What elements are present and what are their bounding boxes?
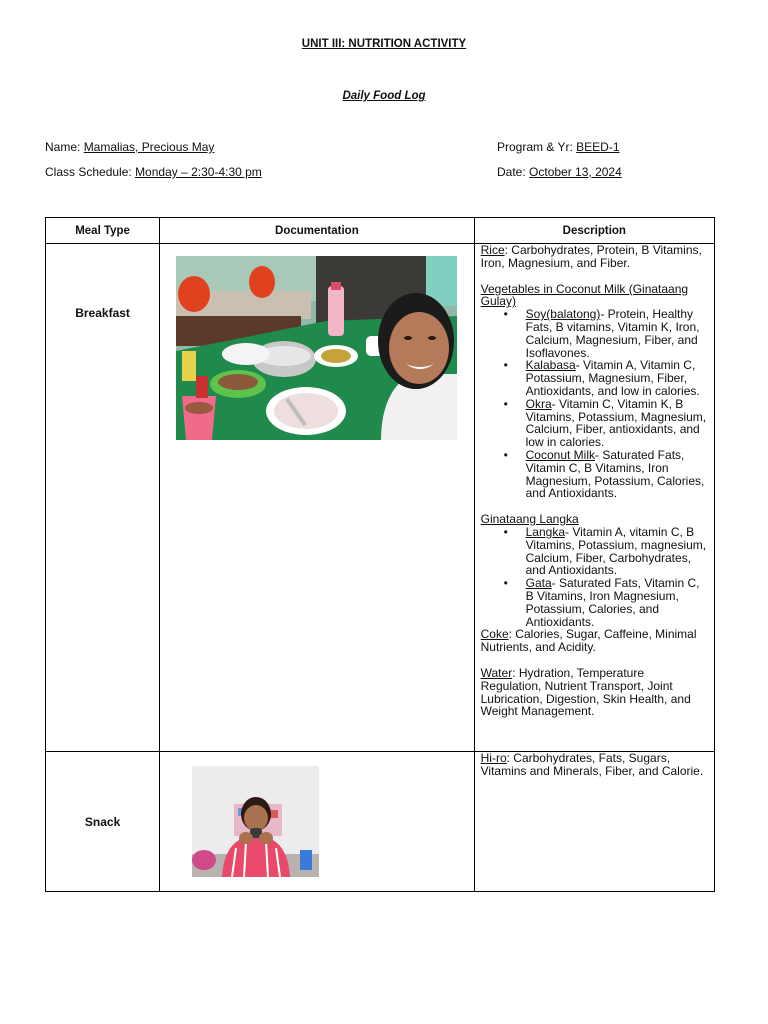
- schedule-line: [45, 165, 262, 179]
- list-item: [526, 526, 708, 577]
- date-label: Date:: [497, 165, 526, 179]
- program-value: BEED-1: [576, 140, 620, 154]
- document-subtitle: Daily Food Log: [342, 90, 426, 102]
- document-title: UNIT III: NUTRITION ACTIVITY: [301, 38, 467, 50]
- list-item: [526, 449, 708, 500]
- veg-heading: Vegetables in Coconut Milk (Ginataang Gulay): [480, 281, 689, 309]
- breakfast-photo: [176, 256, 457, 440]
- list-item: [526, 398, 708, 449]
- snack-documentation-cell: [160, 752, 474, 892]
- header-meal-type: Meal Type: [46, 218, 160, 244]
- program-label: Program & Yr:: [497, 140, 573, 154]
- program-line: [497, 140, 620, 154]
- header-documentation: Documentation: [160, 218, 474, 244]
- langka-text: - Vitamin A, vitamin C, B Vitamins, Potassium, magnesium, Calcium, Fiber, Carbohydrates, and Antioxidants.: [525, 524, 707, 578]
- rice-term: Rice: [480, 243, 505, 257]
- snack-description: [474, 752, 714, 892]
- hiro-text: : Carbohydrates, Fats, Sugars, Vitamins and Minerals, Fiber, and Calorie.: [480, 751, 704, 778]
- veg-text: - Protein, Healthy Fats, B vitamins, Vitamin K, Iron, Calcium, Magnesium, Fiber, and Isoflavones.: [525, 307, 700, 360]
- veg-text: - Vitamin C, Vitamin K, B Vitamins, Potassium, Magnesium, Calcium, Fiber, antioxidants, and low in calories.: [525, 396, 707, 450]
- snack-photo: [192, 766, 319, 877]
- veg-term: Kalabasa: [525, 358, 576, 373]
- breakfast-photo-icon: [176, 256, 457, 440]
- snack-row: [46, 752, 715, 892]
- schedule-value: Monday – 2:30-4:30 pm: [135, 165, 262, 179]
- veg-text: - Saturated Fats, Vitamin C, B Vitamins, Iron Magnesium, Potassium, Calories, and Antioxidants.: [525, 447, 705, 501]
- coke-entry: [481, 628, 708, 654]
- langka-text: - Saturated Fats, Vitamin C, B Vitamins, Iron Magnesium, Potassium, Calories, and Antioxidants.: [525, 576, 700, 629]
- breakfast-label: Breakfast: [46, 244, 160, 752]
- snack-photo-icon: [192, 766, 319, 877]
- breakfast-row: [46, 244, 715, 752]
- langka-term: Langka: [525, 524, 565, 539]
- snack-label: Snack: [46, 752, 160, 892]
- food-log-table: [45, 217, 715, 892]
- coke-term: Coke: [480, 627, 509, 642]
- water-text: : Hydration, Temperature Regulation, Nutrient Transport, Joint Lubrication, Digestion, Skin Health, and Weight Management.: [480, 665, 691, 719]
- veg-term: Soy(balatong): [525, 307, 601, 322]
- veg-term: Coconut Milk: [525, 447, 595, 462]
- hiro-term: Hi-ro: [480, 751, 507, 765]
- langka-heading: Ginataang Langka: [480, 512, 579, 527]
- veg-list: [481, 308, 708, 500]
- table-header-row: [46, 218, 715, 244]
- breakfast-description: [474, 244, 714, 752]
- header-description: Description: [474, 218, 714, 244]
- langka-list: [481, 526, 708, 628]
- rice-entry: [481, 244, 708, 270]
- hiro-entry: [481, 752, 708, 778]
- coke-text: : Calories, Sugar, Caffeine, Minimal Nutrients, and Acidity.: [480, 627, 697, 655]
- water-entry: [481, 667, 708, 718]
- name-value: Mamalias, Precious May: [83, 140, 215, 154]
- list-item: [526, 577, 708, 628]
- veg-term: Okra: [525, 396, 552, 411]
- name-label: Name:: [45, 140, 81, 154]
- date-value: October 13, 2024: [529, 165, 622, 179]
- date-line: [497, 165, 622, 179]
- list-item: [526, 359, 708, 397]
- water-term: Water: [480, 665, 513, 680]
- name-line: [45, 140, 214, 154]
- schedule-label: Class Schedule:: [45, 165, 132, 179]
- breakfast-documentation-cell: [160, 244, 474, 752]
- veg-text: - Vitamin A, Vitamin C, Potassium, Magnesium, Fiber, Antioxidants, and low in calories.: [525, 358, 700, 398]
- list-item: [526, 308, 708, 359]
- rice-text: : Carbohydrates, Protein, B Vitamins, Iron, Magnesium, and Fiber.: [480, 243, 702, 270]
- langka-term: Gata: [525, 576, 552, 591]
